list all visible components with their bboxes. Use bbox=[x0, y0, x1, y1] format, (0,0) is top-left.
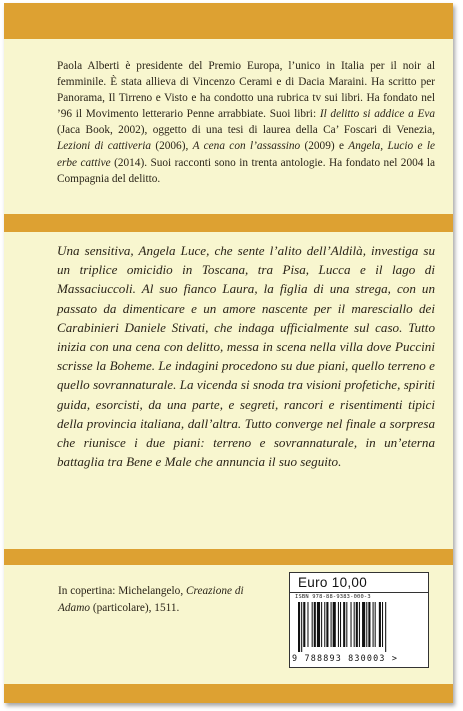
book-title-4: Angela, Lucio e le erbe cattive bbox=[57, 140, 436, 169]
top-color-band bbox=[4, 3, 453, 39]
cover-credit: In copertina: Michelangelo, Creazione di Adamo (particolare), 1511. bbox=[58, 585, 244, 614]
book-title-2: Lezioni di cattiveria bbox=[57, 140, 152, 153]
book-title-1: Il delitto si addice a Eva bbox=[319, 108, 436, 121]
isbn-label: ISBN 978-88-9383-000-3 bbox=[295, 594, 371, 600]
book-title-3: A cena con l’assassino bbox=[192, 140, 301, 153]
barcode-icon bbox=[298, 602, 420, 652]
synopsis-paragraph: Una sensitiva, Angela Luce, che sente l’alito dell’Aldilà, investiga su un triplice omicidio in Toscana, tra Pisa, Lucca e il lago di Massaciuccoli. Al suo fianco Laura, la figlia di una strega, con un passato da dimenticare e un amore nascente per il maresciallo dei Carabinieri Daniele Stivati, che indaga ufficialmente sul caso. Tutto inizia con una cena con delitto, messa in scena nella villa dove Puccini scrisse la Boheme. Le indagini procedono su due piani, quello terreno e quello sovrannaturale. La vicenda si snoda tra visioni profetiche, spiriti guida, esorcisti, da una parte, e segreti, rancori e risentimenti tipici della provincia italiana, dall’altra. Tutto converge nel finale a sorpresa che riunisce i due piani: terreno e sovrannaturale, in un’eterna battaglia tra Bene e Male che annuncia il suo seguito. bbox=[57, 243, 435, 470]
middle-color-band bbox=[4, 214, 453, 232]
synopsis bbox=[57, 241, 435, 471]
artwork-title: Creazione di Adamo bbox=[58, 585, 244, 614]
author-bio bbox=[57, 58, 435, 187]
isbn-digits: 9 788893 830003 > bbox=[292, 653, 399, 663]
author-bio-paragraph: Paola Alberti è presidente del Premio Europa, l’unico in Italia per il noir al femminile. È stata allieva di Vincenzo Cerami e di Dacia Maraini. Ha scritto per Panorama, Il Tirreno e Visto e ha condotto una rubrica tv sui libri. Ha fondato nel ’96 il Movimento letterario Penne arrabbiate. Suoi libri: Il delitto si addice a Eva (Jaca Book, 2002), oggetto di una tesi di laurea della Ca’ Foscari di Venezia, Lezioni di cattiveria (2006), A cena con l’assassino (2009) e Angela, Lucio e le erbe cattive (2014). Suoi racconti sono in trenta antologie. Ha fondato nel 2004 la Compagnia del delitto. bbox=[57, 60, 436, 185]
book-back-cover bbox=[4, 3, 453, 703]
price-label: Euro 10,00 bbox=[298, 575, 368, 590]
barcode-box bbox=[289, 572, 429, 668]
lower-color-band bbox=[4, 549, 453, 565]
price-divider bbox=[290, 592, 428, 593]
bottom-color-band bbox=[4, 684, 453, 703]
